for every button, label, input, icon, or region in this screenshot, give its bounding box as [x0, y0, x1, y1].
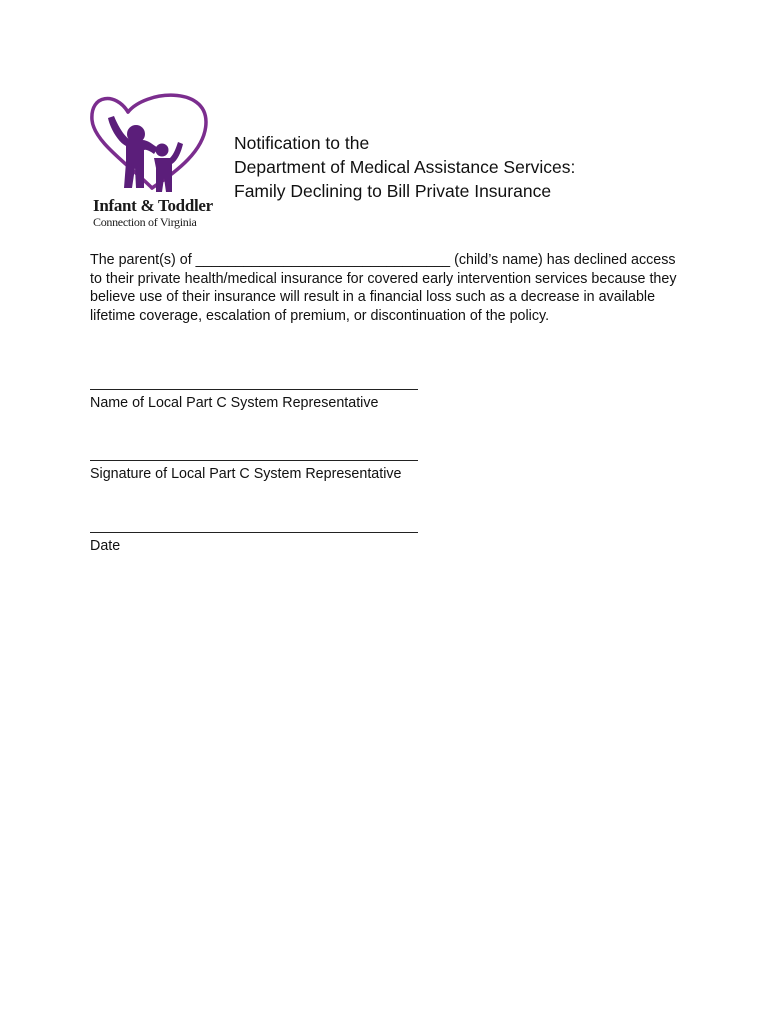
date-line[interactable] — [90, 532, 418, 533]
title-line-2: Department of Medical Assistance Services: — [234, 157, 576, 177]
name-label: Name of Local Part C System Representative — [90, 395, 379, 411]
signature-line[interactable] — [90, 460, 418, 461]
declaration-paragraph: The parent(s) of ________________________________ (child’s name) has declined access to their private health/medical insurance for covered early intervention services because they believe use of their insurance will result in a financial loss such as a decrease in available lifetime coverage, escalation of premium, or discontinuation of the policy. — [90, 252, 677, 324]
document-title — [234, 131, 575, 203]
representative-name-field[interactable] — [90, 389, 418, 412]
logo-subtitle: Connection of Virginia — [93, 215, 197, 229]
logo-wordmark: Infant & Toddler — [93, 196, 213, 215]
representative-signature-field[interactable] — [90, 460, 418, 483]
title-line-1: Notification to the — [234, 133, 370, 153]
date-field[interactable] — [90, 532, 418, 555]
signature-label: Signature of Local Part C System Representative — [90, 466, 402, 482]
heart-family-icon — [88, 92, 218, 196]
organization-logo — [88, 92, 218, 232]
title-line-3: Family Declining to Bill Private Insurance — [234, 181, 552, 201]
name-signature-line[interactable] — [90, 389, 418, 390]
date-label: Date — [90, 538, 121, 554]
